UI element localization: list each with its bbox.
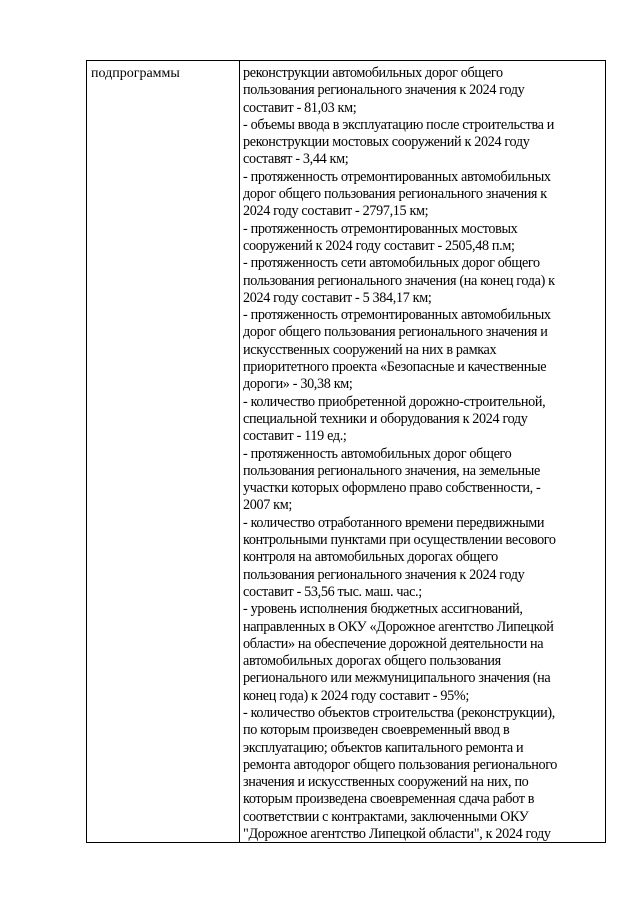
- content-line: сооружений к 2024 году составит - 2505,48 п.м;: [243, 237, 515, 254]
- content-line: области» на обеспечение дорожной деятельности на: [243, 635, 544, 652]
- content-line: - объемы ввода в эксплуатацию после строительства и: [243, 116, 555, 133]
- content-line: соответствии с контрактами, заключенными ОКУ: [243, 808, 529, 825]
- content-line: 2024 году составит - 2797,15 км;: [243, 203, 429, 220]
- content-line: составят - 3,44 км;: [243, 151, 349, 168]
- content-line: составит - 53,56 тыс. маш. час.;: [243, 583, 422, 600]
- content-line: пользования регионального значения к 2024 году: [243, 566, 525, 583]
- content-line: дорог общего пользования регионального значения и: [243, 324, 548, 341]
- content-line: - протяженность отремонтированных мостовых: [243, 220, 518, 237]
- content-line: специальной техники и оборудования к 2024 году: [243, 410, 528, 427]
- content-line: участки которых оформлено право собственности, -: [243, 480, 541, 497]
- content-line: реконструкции автомобильных дорог общего: [243, 65, 503, 81]
- content-line: - количество приобретенной дорожно-строительной,: [243, 393, 546, 410]
- content-line: пользования регионального значения, на земельные: [243, 462, 540, 479]
- content-line: пользования регионального значения к 2024 году: [243, 82, 525, 99]
- content-line: реконструкции мостовых сооружений к 2024 году: [243, 134, 530, 151]
- content-line: дорог общего пользования регионального значения к: [243, 186, 547, 203]
- content-line: контроля на автомобильных дорогах общего: [243, 549, 498, 566]
- content-line: составит - 81,03 км;: [243, 99, 357, 116]
- content-line: по которым произведен своевременный ввод в: [243, 722, 510, 739]
- content-line: дороги» - 30,38 км;: [243, 376, 353, 393]
- content-line: - количество объектов строительства (реконструкции),: [243, 704, 555, 721]
- content-line: ремонта автодорог общего пользования регионального: [243, 756, 558, 773]
- document-table: [86, 60, 606, 843]
- content-line: - протяженность автомобильных дорог общего: [243, 445, 512, 462]
- content-line: - протяженность отремонтированных автомобильных: [243, 307, 551, 324]
- content-line: 2024 году составит - 5 384,17 км;: [243, 289, 432, 306]
- content-line: контрольными пунктами при осуществлении весового: [243, 532, 556, 549]
- content-line: "Дорожное агентство Липецкой области", к 2024 году: [243, 826, 551, 843]
- content-line: - протяженность отремонтированных автомобильных: [243, 168, 551, 185]
- row-label: подпрограммы: [91, 66, 180, 81]
- content-line: 2007 км;: [243, 497, 292, 514]
- content-line: направленных в ОКУ «Дорожное агентство Липецкой: [243, 618, 554, 635]
- content-line: - уровень исполнения бюджетных ассигнований,: [243, 601, 523, 618]
- content-line: которым произведена своевременная сдача работ в: [243, 791, 535, 808]
- content-line: регионального или межмуниципального значения (на: [243, 670, 551, 687]
- content-line: - количество отработанного времени передвижными: [243, 514, 545, 531]
- content-line: составит - 119 ед.;: [243, 428, 347, 445]
- row-label-cell: [87, 61, 240, 842]
- row-content-cell: [240, 61, 605, 842]
- content-line: приоритетного проекта «Безопасные и качественные: [243, 359, 547, 376]
- content-line: автомобильных дорогах общего пользования: [243, 653, 501, 670]
- content-line: - протяженность сети автомобильных дорог общего: [243, 255, 540, 272]
- content-line: эксплуатацию; объектов капитального ремонта и: [243, 739, 524, 756]
- content-line: значения и искусственных сооружений на них, по: [243, 774, 529, 791]
- content-line: искусственных сооружений на них в рамках: [243, 341, 497, 358]
- content-line: пользования регионального значения (на конец года) к: [243, 272, 555, 289]
- content-line: конец года) к 2024 году составит - 95%;: [243, 687, 469, 704]
